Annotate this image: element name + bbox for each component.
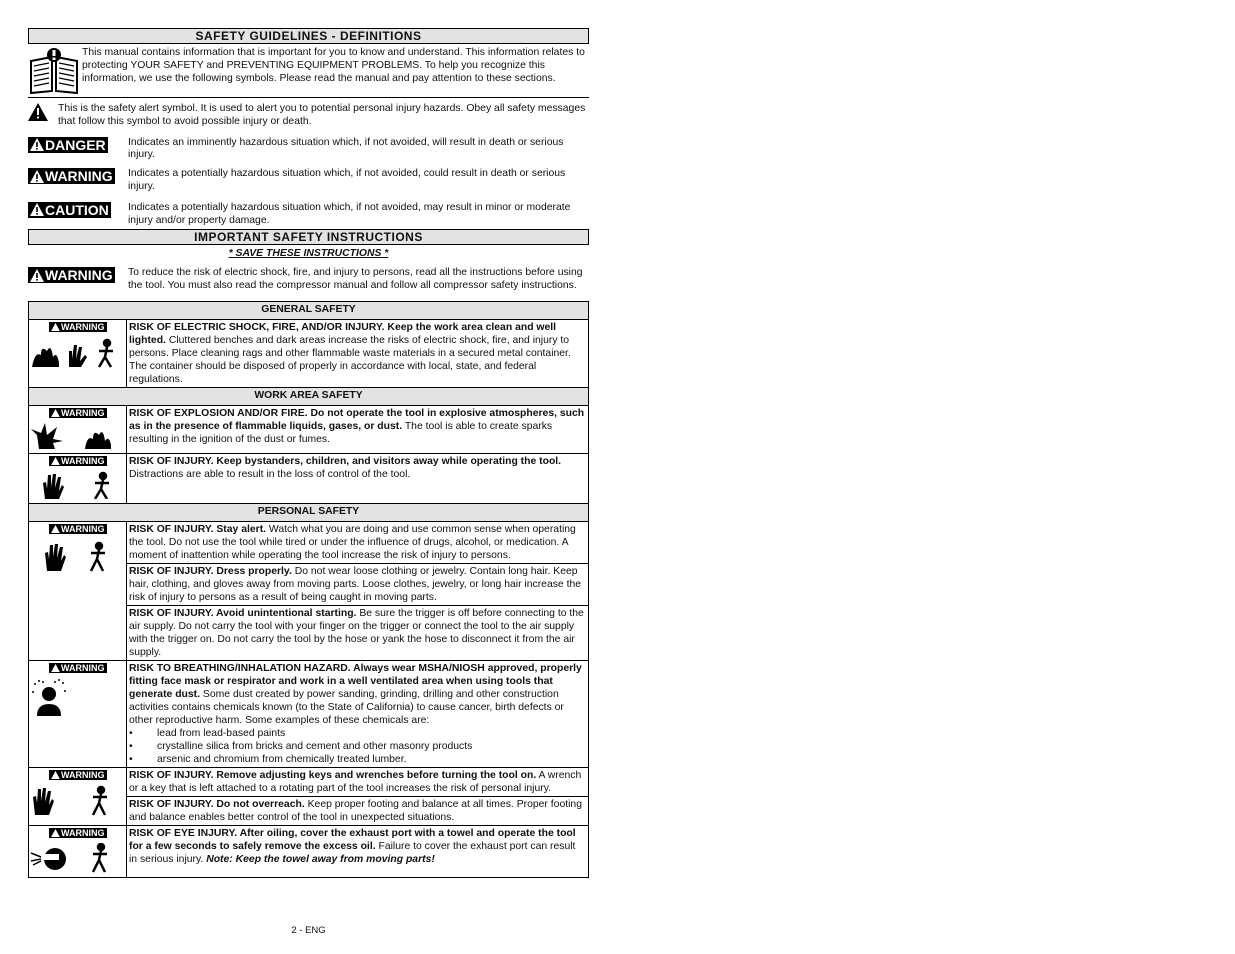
danger-description: Indicates an imminently hazardous situation which, if not avoided, will result in death or serious injury.: [128, 136, 564, 161]
alert-triangle-icon: [30, 269, 44, 282]
dust-inhalation-icon: [32, 679, 66, 716]
save-instructions: * SAVE THESE INSTRUCTIONS *: [228, 248, 389, 260]
general-safety-text: RISK OF ELECTRIC SHOCK, FIRE, AND/OR INJURY. Keep the work area clean and well lighted. Cluttered benches and dark areas increase the risks of electric shock, fire, and injury to persons. Place cleaning rags and other flammable waste materials in a secured metal container. The container should be disposed of properly in accordance with local, state, and federal regulations.: [127, 319, 589, 387]
person-icon: [95, 473, 109, 499]
table-row: [29, 521, 589, 563]
icon-cell: [29, 521, 127, 660]
breathing-hazard-text: RISK TO BREATHING/INHALATION HAZARD. Always wear MSHA/NIOSH approved, properly fitting face mask or respirator and work in a well ventilated area when using tools that generate dust. Some dust created by power sanding, grinding, drilling and other construction activities contains chemicals known (to the State of California) to cause cancer, birth defects or other reproductive harm. Some examples of these chemicals are: • lead from lead-based paints • crystalline silica from bricks and cement and other masonry products • arsenic and chromium from chemically treated lumber.: [127, 660, 589, 767]
caution-row: [28, 202, 589, 228]
person-icon: [93, 844, 107, 872]
list-item: • crystalline silica from bricks and cement and other masonry products: [129, 740, 586, 753]
icon-cell: [29, 319, 127, 387]
hand-icon: [45, 544, 66, 571]
fire-icon: [32, 348, 59, 367]
icon-cell: [29, 660, 127, 767]
table-row: [29, 453, 589, 503]
intro-text: This manual contains information that is important for you to know and understand. This information relates to protecting YOUR SAFETY and PREVENTING EQUIPMENT PROBLEMS. To help you recognize this information, we use the following symbols. Please read the manual and pay attention to these sections.: [82, 47, 585, 84]
warning-row: [28, 168, 589, 194]
personal-safety-text-3: RISK OF INJURY. Avoid unintentional starting. Be sure the trigger is off before connecting to the air supply. Do not carry the tool with your finger on the trigger or connect the tool to the air supply with the trigger on. Do not carry the tool by the hose or yank the hose to disconnect it from the air supply.: [127, 605, 589, 660]
instructions-title: IMPORTANT SAFETY INSTRUCTIONS: [28, 229, 589, 245]
warning-badge-small: WARNING: [49, 828, 107, 838]
icon-cell: [29, 405, 127, 453]
general-safety-header: GENERAL SAFETY: [29, 301, 589, 319]
person-icon: [93, 787, 107, 815]
icon-cell: [29, 767, 127, 825]
definitions-title: SAFETY GUIDELINES - DEFINITIONS: [28, 28, 589, 44]
electrocuted-person-icon: [99, 340, 113, 367]
warning-badge-small: WARNING: [49, 524, 107, 534]
overreach-text: RISK OF INJURY. Do not overreach. Keep proper footing and balance at all times. Proper footing and balance enables better control of the tool in unexpected situations.: [127, 796, 589, 825]
warning-badge-small: WARNING: [49, 770, 107, 780]
manual-page: [28, 28, 589, 878]
work-area-text-1: RISK OF EXPLOSION AND/OR FIRE. Do not operate the tool in explosive atmospheres, such as in the presence of flammable liquids, gases, or dust. The tool is able to create sparks resulting in the ignition of the dust or fumes.: [127, 405, 589, 453]
table-row: [29, 767, 589, 796]
safety-table: [28, 301, 589, 878]
instructions-warning-row: [28, 267, 589, 293]
table-row: [29, 825, 589, 877]
alert-triangle-icon: [30, 170, 44, 183]
warning-badge: WARNING: [28, 267, 115, 283]
personal-safety-text-1: RISK OF INJURY. Stay alert. Watch what you are doing and use common sense when operating the tool. Do not use the tool while tired or under the influence of drugs, alcohol, or medication. A moment of inattention while operating the tool increase the risk of injury to persons.: [127, 521, 589, 563]
personal-safety-text-2: RISK OF INJURY. Dress properly. Do not wear loose clothing or jewelry. Contain long hair. Keep hair, clothing, and gloves away from moving parts. Loose clothes, jewelry, or long hair increase the risk of injury to persons as a result of being caught in moving parts.: [127, 563, 589, 605]
icon-cell: [29, 453, 127, 503]
warning-badge-small: WARNING: [49, 408, 107, 418]
eye-injury-text: RISK OF EYE INJURY. After oiling, cover the exhaust port with a towel and operate the tool for a few seconds to safely remove the excess oil. Failure to cover the exhaust port can result in serious injury. Note: Keep the towel away from moving parts!: [127, 825, 589, 877]
table-row: [29, 660, 589, 767]
fire-icon: [85, 432, 111, 449]
warning-badge-small: WARNING: [49, 456, 107, 466]
list-item: • arsenic and chromium from chemically treated lumber.: [129, 753, 586, 766]
table-row: [29, 319, 589, 387]
warning-badge-small: WARNING: [49, 322, 107, 332]
list-item: • lead from lead-based paints: [129, 727, 586, 740]
caution-description: Indicates a potentially hazardous situation which, if not avoided, may result in minor or moderate injury and/or property damage.: [128, 201, 571, 226]
work-area-text-2: RISK OF INJURY. Keep bystanders, children, and visitors away while operating the tool. Distractions are able to result in the loss of control of the tool.: [127, 453, 589, 503]
personal-safety-header: PERSONAL SAFETY: [29, 503, 589, 521]
warning-badge: WARNING: [28, 168, 115, 184]
alert-description: This is the safety alert symbol. It is used to alert you to potential personal injury hazards. Obey all safety messages that follow this symbol to avoid possible injury or death.: [58, 103, 586, 127]
alert-triangle-icon: [30, 138, 44, 151]
caution-badge: CAUTION: [28, 202, 111, 218]
warning-badge-small: WARNING: [49, 663, 107, 673]
page-number: 2 - ENG: [291, 925, 326, 936]
warning-description: Indicates a potentially hazardous situation which, if not avoided, could result in death or serious injury.: [128, 168, 566, 192]
alert-triangle-icon: [30, 203, 44, 216]
hand-icon: [33, 788, 54, 815]
intro-section: [28, 47, 589, 98]
icon-cell: [29, 825, 127, 877]
person-icon: [91, 543, 105, 571]
chemical-list: [129, 727, 586, 766]
safety-alert-icon: [28, 103, 58, 129]
hand-shock-icon: [69, 345, 87, 367]
hand-icon: [43, 474, 64, 499]
danger-row: [28, 137, 589, 163]
danger-badge: DANGER: [28, 137, 108, 153]
work-area-safety-header: WORK AREA SAFETY: [29, 387, 589, 405]
instructions-warning-text: To reduce the risk of electric shock, fire, and injury to persons, read all the instructions before using the tool. You must also read the compressor manual and follow all compressor safety instructions.: [128, 267, 583, 292]
eye-protection-icon: [31, 848, 66, 870]
read-manual-icon: [28, 47, 80, 95]
explosion-icon: [31, 423, 63, 449]
safety-alert-row: [28, 103, 589, 129]
table-row: [29, 405, 589, 453]
adjusting-keys-text: RISK OF INJURY. Remove adjusting keys and wrenches before turning the tool on. A wrench or a key that is left attached to a rotating part of the tool increases the risk of personal injury.: [127, 767, 589, 796]
